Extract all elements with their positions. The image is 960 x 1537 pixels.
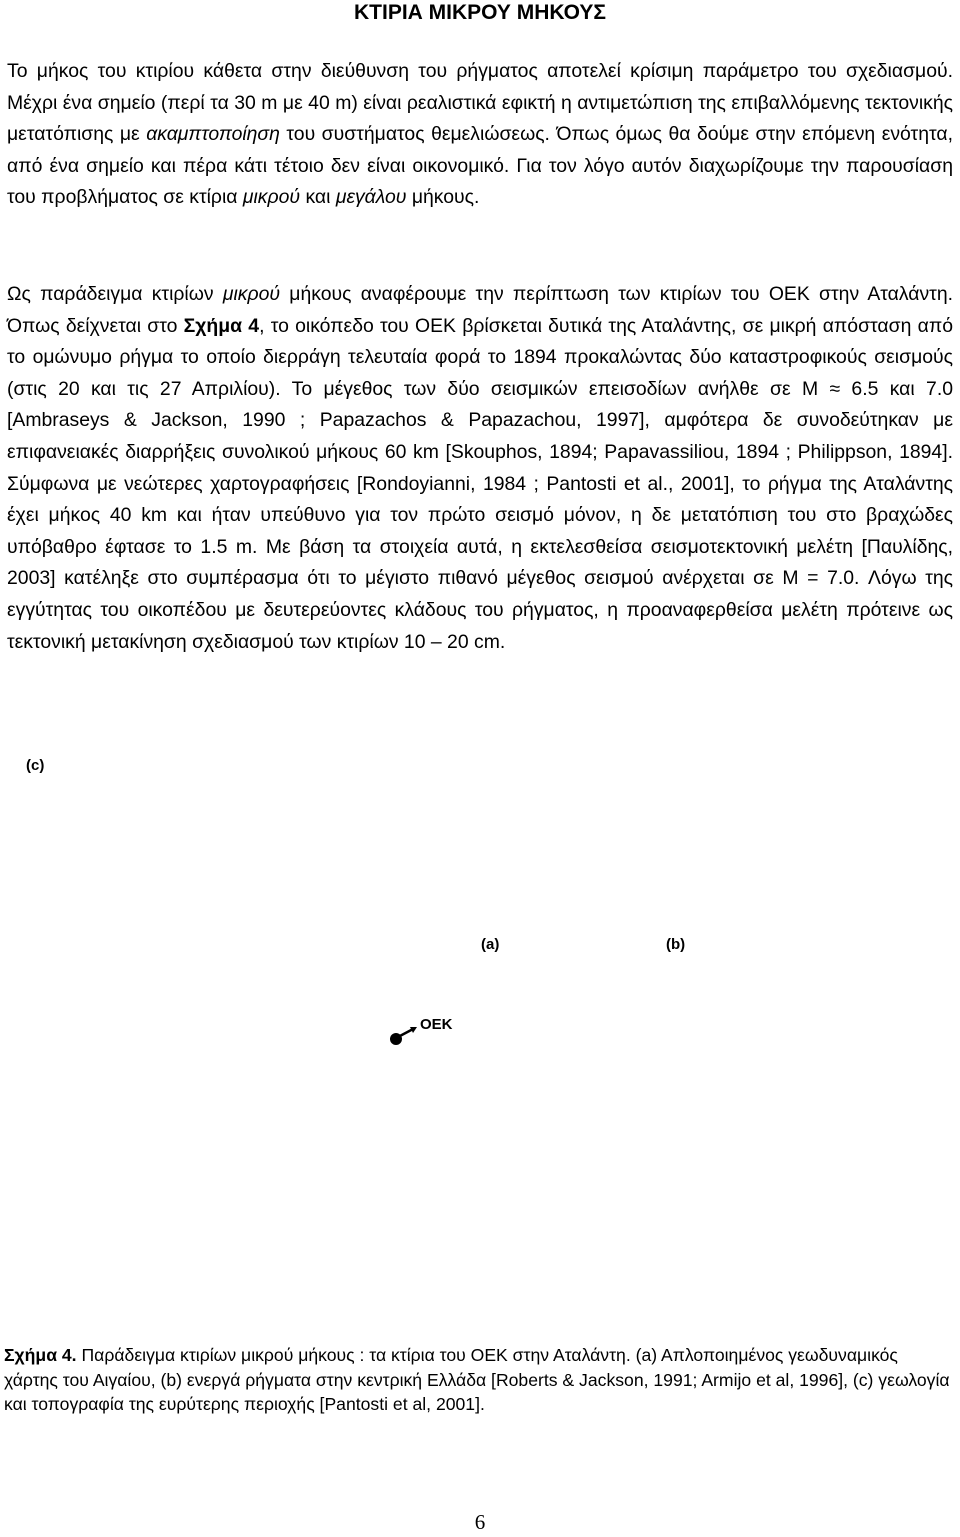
caption-text: Παράδειγμα κτιρίων μικρού μήκους : τα κτίρια του ΟΕΚ στην Αταλάντη. (a) Απλοποιημένος γεωδυναμικός χάρτης του Αιγαίου, (b) ενεργά ρήγματα στην κεντρική Ελλάδα [Roberts & Jackson, 1991; Armijo et al, 1996], (c) γεωλογία και τοπογραφία της ευρύτερης περιοχής [Pantosti et al, 2001]. (4, 1345, 950, 1414)
paragraph-text: , το οικόπεδο του ΟΕΚ βρίσκεται δυτικά της Αταλάντης, σε μικρή απόσταση από το ομώνυμο ρήγμα το οποίο διερράγη τελευταία φορά το 1894 προκαλώντας δύο καταστροφικούς σεισμούς (στις 20 και τις 27 Απριλίου). Το μέγεθος των δύο σεισμικών επεισοδίων ανήλθε σε M ≈ 6.5 και 7.0 [Ambraseys & Jackson, 1990 ; Papazachos & Papazachou, 1997], αμφότερα δε συνοδεύτηκαν με επιφανειακές διαρρήξεις συνολικού μήκους 60 km [Skouphos, 1894; Papavassiliou, 1894 ; Philippson, 1894]. Σύμφωνα με νεώτερες χαρτογραφήσεις [Rondoyianni, 1984 ; Pantosti et al., 2001], το ρήγμα της Αταλάντης έχει μήκος 40 km και ήταν υπεύθυνο για τον πρώτο σεισμό μόνον, η δε μετατόπιση του στο βραχώδες υπόβαθρο έφτασε το 1.5 m. Με βάση τα στοιχεία αυτά, η εκτελεσθείσα σεισμοτεκτονική μελέτη [Παυλίδης, 2003] κατέληξε στο συμπέρασμα ότι το μέγιστο πιθανό μέγεθος σεισμού ανέρχεται σε M = 7.0. Λόγω της εγγύτητας του οικοπέδου με δευτερεύοντες κλάδους του ρήγματος, η προαναφερθείσα μελέτη πρότεινε ως τεκτονική μετακίνηση σχεδιασμού των κτιρίων 10 – 20 cm. (7, 314, 953, 653)
paragraph-text: μήκους. (406, 186, 480, 209)
paragraph-text: μήκους αναφέρουμε την περίπτωση των κτιρίων του ΟΕΚ στην Αταλάντη. Όπως δείχνεται στο (7, 283, 953, 337)
paragraph-text: Ως παράδειγμα κτιρίων (7, 283, 223, 305)
figure-reference: Σχήμα 4 (183, 314, 260, 337)
paragraph-text: του συστήματος θεμελιώσεως. Όπως όμως θα δούμε στην επόμενη ενότητα, από ένα σημείο και πέρα κάτι τέτοιο δεν είναι οικονομικό. Για τον λόγο αυτόν διαχωρίζουμε την παρουσίαση του προβλήματος σε κτίρια (7, 123, 953, 209)
figure-panel-label-b: (b) (666, 936, 686, 953)
paragraph-italic-term: μεγάλου (335, 186, 407, 209)
site-marker-icon (385, 1018, 425, 1046)
paragraph-text: και (300, 186, 336, 209)
page-number: 6 (474, 1510, 486, 1534)
paragraph-italic-term: μικρού (242, 186, 301, 209)
paragraph-text: Το μήκος του κτιρίου κάθετα στην διεύθυνση του ρήγματος αποτελεί κρίσιμη παράμετρο του σχεδιασμού. Μέχρι ένα σημείο (περί τα 30 m με 40 m) είναι ρεαλιστικά εφικτή η αντιμετώπιση της επιβαλλόμενης τεκτονικής μετατόπισης με (7, 60, 953, 146)
figure-panel-label-c: (c) (26, 757, 45, 774)
paragraph-italic-term: μικρού (222, 283, 281, 305)
paragraph-intro (7, 56, 953, 214)
caption-label: Σχήμα 4. (4, 1345, 77, 1365)
paragraph-example (7, 279, 953, 658)
site-label-oek: ΟΕΚ (420, 1016, 453, 1033)
figure-caption (4, 1343, 954, 1417)
paragraph-italic-term: ακαμπτοποίηση (146, 123, 280, 146)
page-title: ΚΤΙΡΙΑ ΜΙΚΡΟΥ ΜΗΚΟΥΣ (354, 1, 606, 24)
figure-panel-label-a: (a) (481, 936, 500, 953)
